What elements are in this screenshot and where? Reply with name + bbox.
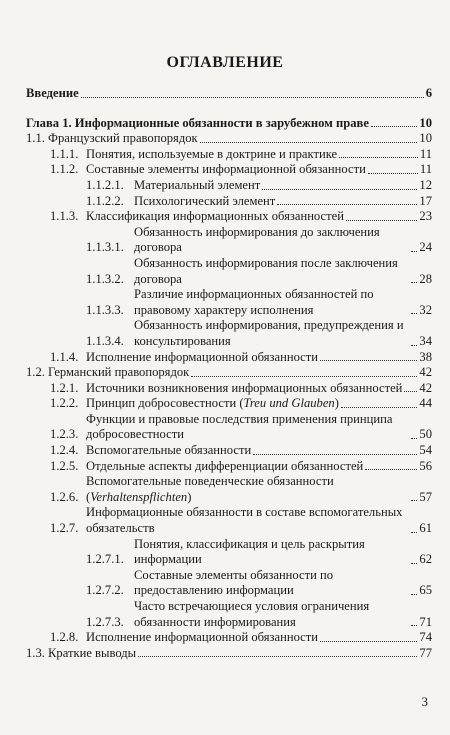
toc-entry xyxy=(26,505,432,536)
table-of-contents xyxy=(26,86,432,661)
toc-entry-text: Германский правопорядок xyxy=(48,365,190,380)
toc-entry xyxy=(26,646,432,662)
toc-entry-number: 1.2.5. xyxy=(50,458,79,473)
toc-entry xyxy=(26,459,432,475)
toc-entry xyxy=(26,256,432,287)
leader-dots xyxy=(411,313,417,314)
toc-entry xyxy=(26,412,432,443)
toc-page-number: 50 xyxy=(419,427,432,442)
toc-entry-number: 1.1.3. xyxy=(50,209,79,224)
leader-dots xyxy=(277,204,417,205)
toc-page-number: 28 xyxy=(419,271,432,286)
toc-page-number: 44 xyxy=(419,396,432,411)
toc-entry-number: 1.2.2. xyxy=(50,396,79,411)
toc-entry-text: Материальный элемент xyxy=(134,177,261,192)
toc-entry-number: 1.1.3.1. xyxy=(86,240,124,255)
toc-entry xyxy=(26,396,432,412)
toc-entry-number: 1.2.8. xyxy=(50,630,79,645)
toc-page-number: 65 xyxy=(419,583,432,598)
leader-dots xyxy=(411,500,417,501)
toc-entry-text: Различие информационных обязанностей по правовому характеру исполнения xyxy=(134,287,374,317)
toc-entry-text: Краткие выводы xyxy=(48,645,137,660)
toc-entry-text-main: Вспомогательные поведенческие обязанности ( xyxy=(86,474,334,504)
toc-entry-number: 1.2.1. xyxy=(50,380,79,395)
toc-entry xyxy=(26,131,432,147)
leader-dots xyxy=(371,126,417,127)
toc-page-number: 54 xyxy=(419,443,432,458)
toc-entry-number: 1.3. xyxy=(26,645,45,660)
toc-entry xyxy=(26,443,432,459)
toc-entry-text: Информационные обязанности в составе вспомогательных обязательств xyxy=(86,505,403,536)
leader-dots xyxy=(200,142,418,143)
toc-entry xyxy=(26,350,432,366)
toc-entry-text: Обязанность информирования после заключения договора xyxy=(134,255,398,286)
toc-entry-text: Функции и правовые последствия применения принципа добросовестности xyxy=(86,411,393,442)
toc-entry-number: 1.2.7. xyxy=(50,521,79,536)
leader-dots xyxy=(320,641,417,642)
toc-entry-number: 1.2.7.2. xyxy=(86,583,124,598)
toc-entry-text: Исполнение информационной обязанности xyxy=(86,349,319,364)
toc-page-number: 32 xyxy=(419,302,432,317)
leader-dots xyxy=(339,157,418,158)
toc-entry-text: Отдельные аспекты дифференциации обязанностей xyxy=(86,458,364,473)
leader-dots xyxy=(138,656,417,657)
toc-page-number: 61 xyxy=(419,521,432,536)
toc-page-number: 23 xyxy=(419,209,432,224)
toc-entry-text: Составные элементы информационной обязанности xyxy=(86,162,366,177)
toc-entry-number: 1.1.3.2. xyxy=(86,271,124,286)
toc-entry-text: Французский правопорядок xyxy=(48,131,198,146)
leader-dots xyxy=(320,360,417,361)
toc-entry-number: 1.1.3.4. xyxy=(86,333,124,348)
toc-page-number: 57 xyxy=(419,489,432,504)
toc-entry xyxy=(26,365,432,381)
toc-page-number: 10 xyxy=(419,115,432,130)
leader-dots xyxy=(411,251,417,252)
toc-entry-italic-term: Treu und Glauben xyxy=(243,396,335,411)
toc-entry-text: Обязанность информирования, предупреждения и консультирования xyxy=(134,318,404,348)
toc-entry xyxy=(26,599,432,630)
toc-entry xyxy=(26,537,432,568)
leader-dots xyxy=(411,563,417,564)
toc-page-number: 24 xyxy=(419,240,432,255)
toc-entry-text-after: ) xyxy=(187,489,192,504)
toc-entry xyxy=(26,147,432,163)
toc-entry-text: Составные элементы обязанности по предоставлению информации xyxy=(134,567,334,598)
toc-entry-text: Часто встречающиеся условия ограничения обязанности информирования xyxy=(134,599,370,629)
toc-entry-number: 1.2. xyxy=(26,365,45,380)
toc-entry xyxy=(26,178,432,194)
toc-entry-text: Вспомогательные обязанности xyxy=(86,443,252,458)
toc-entry-italic-term: Verhaltenspflichten xyxy=(90,489,188,504)
leader-dots xyxy=(411,345,417,346)
toc-page-number: 56 xyxy=(419,458,432,473)
toc-entry-text-main: Принцип добросовестности ( xyxy=(86,396,244,411)
toc-entry-text: Психологический элемент xyxy=(134,193,276,208)
toc-entry-text-after: ) xyxy=(334,396,339,411)
toc-entry xyxy=(26,287,432,318)
toc-page-number: 42 xyxy=(419,380,432,395)
toc-entry xyxy=(26,318,432,349)
toc-entry xyxy=(26,630,432,646)
toc-entry-text: Введение xyxy=(26,86,79,100)
toc-entry xyxy=(26,194,432,210)
toc-page-number: 11 xyxy=(419,146,432,161)
toc-entry-text: Классификация информационных обязанностей xyxy=(86,209,344,224)
leader-dots xyxy=(368,173,418,174)
toc-entry-text: Понятия, классификация и цель раскрытия информации xyxy=(134,536,365,567)
leader-dots xyxy=(411,532,417,533)
leader-dots xyxy=(346,220,417,221)
leader-dots xyxy=(365,469,417,470)
toc-page-number: 71 xyxy=(419,614,432,629)
toc-entry xyxy=(26,209,432,225)
leader-dots xyxy=(411,594,417,595)
toc-entry-number: 1.1.3.3. xyxy=(86,302,124,317)
leader-dots xyxy=(191,376,417,377)
toc-entry-text: Исполнение информационной обязанности xyxy=(86,630,319,645)
toc-page-number: 62 xyxy=(419,552,432,567)
toc-entry-text xyxy=(86,474,409,505)
leader-dots xyxy=(253,454,417,455)
toc-entry-text: Глава 1. Информационные обязанности в зарубежном праве xyxy=(26,115,369,130)
toc-entry-number: 1.1.1. xyxy=(50,146,79,161)
toc-page-number: 10 xyxy=(419,131,432,146)
page-number: 3 xyxy=(421,694,428,709)
toc-entry-text: Понятия, используемые в доктрине и практике xyxy=(86,146,338,161)
toc-entry-text: Источники возникновения информационных обязанностей xyxy=(86,380,403,395)
toc-page-number: 12 xyxy=(419,177,432,192)
toc-page-number: 38 xyxy=(419,349,432,364)
toc-entry xyxy=(26,116,432,132)
toc-entry-number: 1.1.2.2. xyxy=(86,193,124,208)
toc-page-number: 74 xyxy=(419,630,432,645)
page-title: ОГЛАВЛЕНИЕ xyxy=(166,54,284,71)
toc-entry-text xyxy=(86,396,339,412)
toc-page-number: 77 xyxy=(419,645,432,660)
toc-page-number: 11 xyxy=(419,162,432,177)
toc-entry xyxy=(26,162,432,178)
toc-page-number: 6 xyxy=(425,86,432,100)
toc-entry-number: 1.1. xyxy=(26,131,45,146)
toc-entry-number: 1.2.7.1. xyxy=(86,552,124,567)
leader-dots xyxy=(411,438,417,439)
toc-entry xyxy=(26,86,432,102)
toc-entry-text: Обязанность информирования до заключения договора xyxy=(134,224,380,255)
toc-page-number: 42 xyxy=(419,365,432,380)
toc-entry-number: 1.2.7.3. xyxy=(86,614,124,629)
toc-entry-number: 1.1.4. xyxy=(50,349,79,364)
toc-entry xyxy=(26,568,432,599)
leader-dots xyxy=(404,391,417,392)
leader-dots xyxy=(262,189,417,190)
toc-entry xyxy=(26,474,432,505)
toc-entry-number: 1.2.4. xyxy=(50,443,79,458)
toc-page-number: 17 xyxy=(419,193,432,208)
leader-dots xyxy=(411,625,417,626)
leader-dots xyxy=(81,97,424,98)
toc-entry-number: 1.2.3. xyxy=(50,427,79,442)
toc-entry-number: 1.1.2.1. xyxy=(86,177,124,192)
leader-dots xyxy=(411,282,417,283)
leader-dots xyxy=(341,407,417,408)
toc-page-number: 34 xyxy=(419,333,432,348)
toc-entry-number: 1.1.2. xyxy=(50,162,79,177)
toc-entry-number: 1.2.6. xyxy=(50,489,79,504)
toc-entry xyxy=(26,225,432,256)
toc-entry xyxy=(26,381,432,397)
